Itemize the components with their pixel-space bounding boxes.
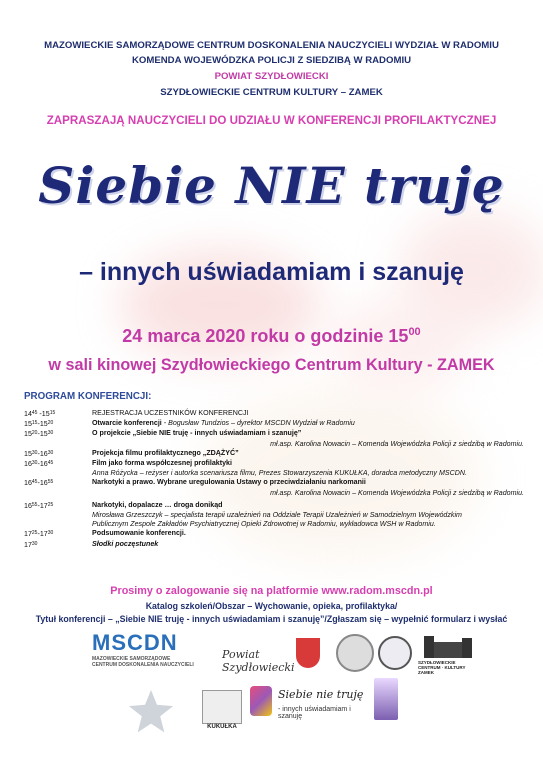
program-speaker: Mirosława Grzeszczyk – specjalista terapii uzależnień na Oddziale Terapii Uzależnień w Samodzielnym Wojewódzkim <box>92 511 462 520</box>
program-item: $16^{55}-17^{25}$ Narkotyki, dopalacze … droga donikąd <box>24 500 223 510</box>
org-line-powiat: POWIAT SZYDŁOWIECKI <box>214 71 329 82</box>
powiat-logo: Powiat Szydłowiecki <box>222 638 320 678</box>
partner-logo-icon <box>374 678 398 720</box>
mscdn-logo: MSCDN MAZOWIECKIE SAMORZĄDOWE CENTRUM DOSKONALENIA NAUCZYCIELI <box>92 630 194 668</box>
org-line-police: KOMENDA WOJEWÓDZKA POLICJI Z SIEDZIBĄ W RADOMIU <box>131 55 412 66</box>
police-seal-icon <box>336 634 374 672</box>
project-mark-icon <box>250 686 272 716</box>
conference-signup-path: Tytuł konferencji – „Siebie NIE truję - innych uświadamiam i szanuję”/Zgłaszam się – wypełnić formularz i wysłać <box>35 614 508 624</box>
program-item: $15^{30}-16^{30}$ Projekcja filmu profilaktycznego „ZDĄŻYĆ” <box>24 448 239 458</box>
program-item: $14^{45}$ $-15^{15}$ REJESTRACJA UCZESTNIKÓW KONFERENCJI <box>24 409 249 418</box>
eagle-seal-icon <box>378 636 412 670</box>
program-heading: PROGRAM KONFERENCJI: <box>24 391 152 402</box>
coat-of-arms-icon <box>296 638 320 668</box>
catalog-path: Katalog szkoleń/Obszar – Wychowanie, opieka, profilaktyka/ <box>145 601 398 611</box>
program-list <box>24 409 524 550</box>
program-item: $16^{45}-16^{55}$ Narkotyki a prawo. Wybrane uregulowania Ustawy o przeciwdziałaniu narkomanii <box>24 478 366 488</box>
program-item: $15^{15}-15^{20}$ Otwarcie konferencji - Bogusław Tundzios – dyrektor MSCDN Wydział w Radomiu <box>24 419 355 429</box>
program-item: $16^{30}-16^{45}$ Film jako forma współczesnej profilaktyki <box>24 459 232 469</box>
program-speaker: mł.asp. Karolina Nowacin – Komenda Wojewódzka Policji z siedzibą w Radomiu. <box>270 488 524 497</box>
castle-icon <box>418 634 478 660</box>
program-speaker: Anna Różycka – reżyser i autorka scenariusza filmu, Prezes Stowarzyszenia KUKUŁKA, doradca metodyczny MSCDN. <box>92 469 467 478</box>
culture-center-logo: SZYDŁOWIECKIE CENTRUM · KULTURY ZAMEK <box>418 634 478 674</box>
program-item: $15^{20}-15^{30}$ O projekcie „Siebie NIE truję - innych uświadamiam i szanuję” <box>24 429 302 439</box>
conference-title: Siebie NIE truję <box>38 156 505 215</box>
org-line-mscdn: MAZOWIECKIE SAMORZĄDOWE CENTRUM DOSKONALENIA NAUCZYCIELI WYDZIAŁ W RADOMIU <box>44 40 499 51</box>
police-star-icon <box>128 690 174 736</box>
program-item: $17^{25}-17^{30}$ Podsumowanie konferencji. <box>24 529 186 539</box>
event-date: 24 marca 2020 roku o godzinie $15^{00}$ <box>122 326 421 346</box>
program-speaker: mł.asp. Karolina Nowacin – Komenda Wojewódzka Policji z siedzibą w Radomiu. <box>270 439 524 448</box>
program-speaker: Publicznym Zespole Zakładów Psychiatrycznej Opieki Zdrowotnej w Radomiu, wykładowca WSH w Radomiu. <box>92 520 436 529</box>
conference-subtitle: – innych uświadamiam i szanuję <box>79 258 464 286</box>
project-logo: Siebie nie truję - innych uświadamiam i szanuję <box>250 684 370 724</box>
kukulka-logo: KUKUŁKA <box>202 690 242 740</box>
program-item: $17^{30}$ Słodki poczęstunek <box>24 539 159 549</box>
event-venue: w sali kinowej Szydłowieckiego Centrum Kultury - ZAMEK <box>48 356 495 374</box>
registration-note: Prosimy o zalogowanie się na platformie www.radom.mscdn.pl <box>110 585 433 597</box>
org-line-culture-center: SZYDŁOWIECKIE CENTRUM KULTURY – ZAMEK <box>160 87 383 98</box>
invitation-line: ZAPRASZAJĄ NAUCZYCIELI DO UDZIAŁU W KONFERENCJI PROFILAKTYCZNEJ <box>46 114 497 127</box>
